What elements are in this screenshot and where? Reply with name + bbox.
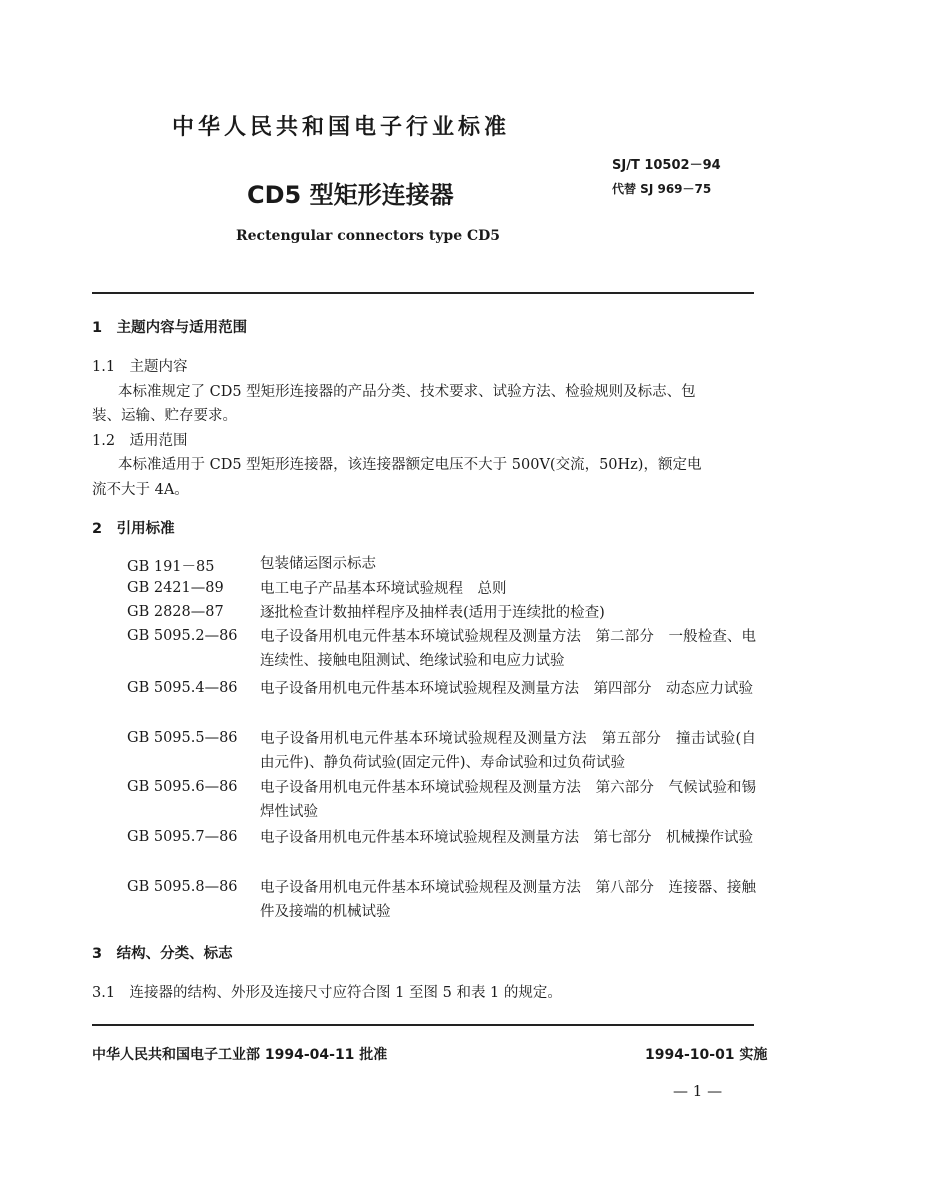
reference-code: GB 5095.6—86 <box>127 779 238 795</box>
section-3-1-text: 3.1 连接器的结构、外形及连接尺寸应符合图 1 至图 5 和表 1 的规定。 <box>92 985 562 1001</box>
reference-code: GB 5095.8—86 <box>127 879 238 895</box>
reference-code: GB 191－85 <box>127 559 215 575</box>
reference-title: 电子设备用机电元件基本环境试验规程及测量方法 第五部分 撞击试验(自由元件)、静负荷试验(固定元件)、寿命试验和过负荷试验 <box>260 731 756 771</box>
reference-title: 电子设备用机电元件基本环境试验规程及测量方法 第八部分 连接器、接触件及接端的机械试验 <box>260 880 756 920</box>
standard-code: SJ/T 10502－94 <box>612 158 721 173</box>
reference-title: 电子设备用机电元件基本环境试验规程及测量方法 第四部分 动态应力试验 <box>260 681 753 697</box>
reference-code: GB 2828—87 <box>127 604 224 620</box>
section-1-1-heading: 1.1 主题内容 <box>92 359 188 375</box>
footer-divider <box>92 1024 754 1026</box>
reference-code: GB 5095.7—86 <box>127 829 238 845</box>
replaces-code: 代替 SJ 969－75 <box>612 182 712 196</box>
section-1-2-text-line2: 流不大于 4A。 <box>92 482 189 498</box>
standard-body-heading: 中华人民共和国电子行业标准 <box>172 115 511 140</box>
reference-title: 电子设备用机电元件基本环境试验规程及测量方法 第六部分 气候试验和锡焊性试验 <box>260 780 756 820</box>
section-1-2-text-line1: 本标准适用于 CD5 型矩形连接器，该连接器额定电压不大于 500V(交流，50Hz)，额定电 <box>118 457 702 473</box>
section-3-heading: 3 结构、分类、标志 <box>92 946 233 962</box>
reference-title: 电子设备用机电元件基本环境试验规程及测量方法 第七部分 机械操作试验 <box>260 830 753 846</box>
section-1-1-text-line2: 装、运输、贮存要求。 <box>92 408 237 424</box>
section-2-heading: 2 引用标准 <box>92 521 175 537</box>
reference-title: 电工电子产品基本环境试验规程 总则 <box>260 581 507 597</box>
section-1-heading: 1 主题内容与适用范围 <box>92 320 248 336</box>
approval-statement: 中华人民共和国电子工业部 1994-04-11 批准 <box>92 1047 388 1063</box>
reference-title: 电子设备用机电元件基本环境试验规程及测量方法 第二部分 一般检查、电连续性、接触电阻测试、绝缘试验和电应力试验 <box>260 629 756 669</box>
reference-code: GB 5095.4—86 <box>127 680 238 696</box>
document-title-en: Rectengular connectors type CD5 <box>236 228 501 244</box>
reference-code: GB 5095.5—86 <box>127 730 238 746</box>
header-divider <box>92 292 754 294</box>
reference-title: 逐批检查计数抽样程序及抽样表(适用于连续批的检查) <box>260 605 605 621</box>
effective-date: 1994-10-01 实施 <box>645 1047 768 1063</box>
section-1-2-heading: 1.2 适用范围 <box>92 433 188 449</box>
reference-code: GB 5095.2—86 <box>127 628 238 644</box>
section-1-1-text-line1: 本标准规定了 CD5 型矩形连接器的产品分类、技术要求、试验方法、检验规则及标志、包 <box>118 384 696 400</box>
reference-title: 包装储运图示标志 <box>260 556 376 572</box>
document-title-cn: CD5 型矩形连接器 <box>247 181 454 209</box>
reference-code: GB 2421—89 <box>127 580 224 596</box>
page-number: — 1 — <box>673 1082 723 1100</box>
